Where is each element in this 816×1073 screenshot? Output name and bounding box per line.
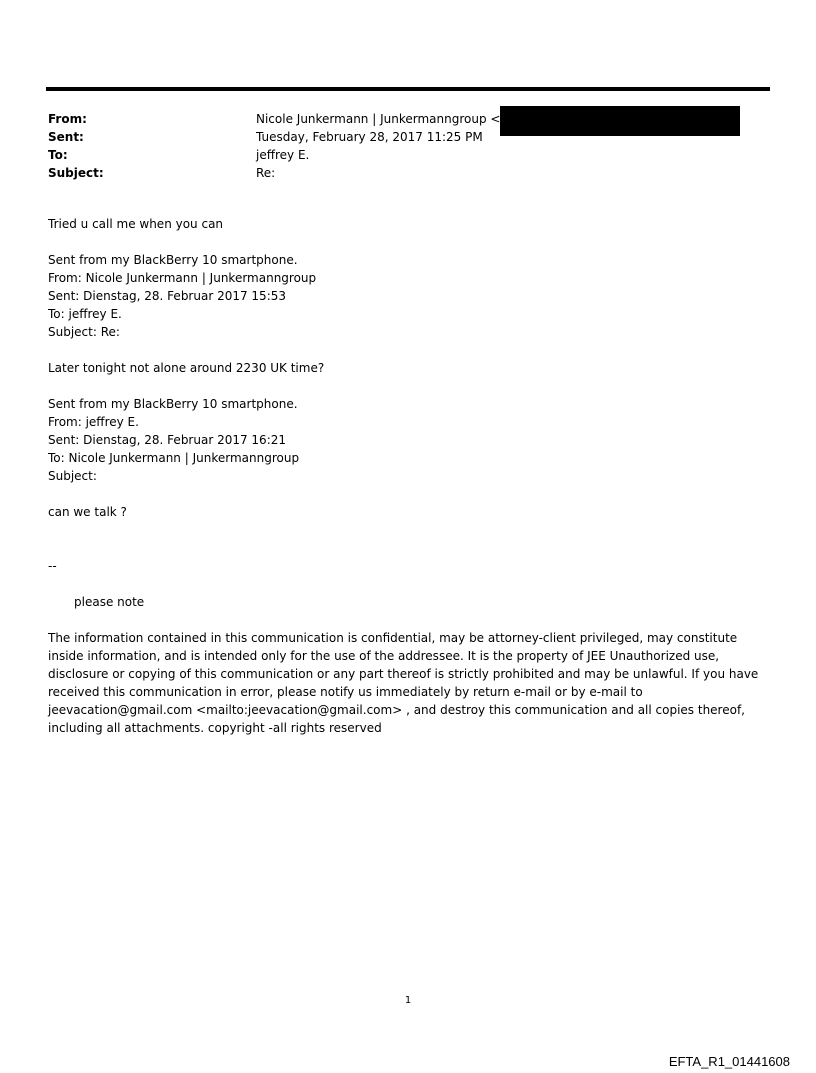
confidentiality-disclaimer: The information contained in this communication is confidential, may be attorney-client privileged, may constitute inside information, and is intended only for the use of the addressee. It is the property of JEE Unauthorized use, disclosure or copying of this communication or any part thereof is strictly prohibited and may be unlawful. If you have received this communication in error, please notify us immediately by return e-mail or by e-mail to jeevacation@gmail.com <mailto:jeevacation@gmail.com> , and destroy this communication and all copies thereof, including all attachments. copyright -all rights reserved [48, 631, 759, 735]
from-value: Nicole Junkermann | Junkermanngroup < [256, 112, 501, 126]
subject-value: Re: [256, 166, 276, 180]
quoted-from: From: Nicole Junkermann | Junkermanngroup [48, 271, 317, 285]
quoted-to: To: Nicole Junkermann | Junkermanngroup [48, 451, 300, 465]
to-row [48, 146, 768, 164]
header-rule [46, 87, 770, 91]
quoted-sent: Sent: Dienstag, 28. Februar 2017 15:53 [48, 289, 287, 303]
subject-row [48, 164, 768, 182]
quoted-subject: Subject: [48, 469, 97, 483]
please-note: please note [74, 595, 145, 609]
sent-value: Tuesday, February 28, 2017 11:25 PM [256, 130, 483, 144]
quoted-to: To: jeffrey E. [48, 307, 122, 321]
subject-label: Subject: [48, 166, 104, 180]
message-line: Later tonight not alone around 2230 UK time? [48, 361, 325, 375]
quoted-subject: Subject: Re: [48, 325, 120, 339]
email-body [48, 215, 768, 737]
from-label: From: [48, 112, 87, 126]
message-line: Tried u call me when you can [48, 217, 224, 231]
redaction-box [500, 106, 740, 136]
quoted-sent: Sent: Dienstag, 28. Februar 2017 16:21 [48, 433, 287, 447]
page-number: 1 [404, 995, 412, 1006]
quoted-from: From: jeffrey E. [48, 415, 139, 429]
to-value: jeffrey E. [256, 148, 310, 162]
signature-line: Sent from my BlackBerry 10 smartphone. [48, 253, 298, 267]
document-id: EFTA_R1_01441608 [668, 1054, 790, 1069]
signature-line: Sent from my BlackBerry 10 smartphone. [48, 397, 298, 411]
to-label: To: [48, 148, 68, 162]
separator-dashes: -- [48, 559, 57, 573]
message-line: can we talk ? [48, 505, 127, 519]
sent-label: Sent: [48, 130, 84, 144]
